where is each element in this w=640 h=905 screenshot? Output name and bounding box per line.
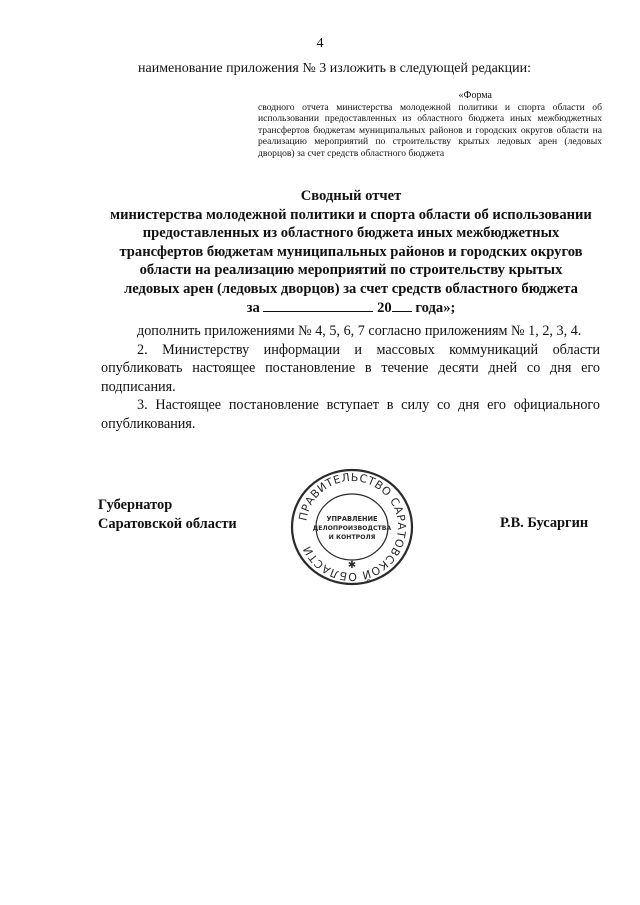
signatory-title-line: Губернатор xyxy=(98,497,173,513)
form-caption-head: «Форма xyxy=(458,90,492,101)
seal-star-icon: ✱ xyxy=(347,560,357,571)
report-title: Сводный отчет xyxy=(300,188,402,204)
signatory-title-line: Саратовской области xyxy=(98,516,237,532)
signatory-name: Р.В. Бусаргин xyxy=(500,515,589,531)
seal-center-line: ДЕЛОПРОИЗВОДСТВА xyxy=(312,525,392,532)
report-line: трансфертов бюджетам муниципальных районов и городских округов xyxy=(119,243,583,260)
seal-ring-text: ПРАВИТЕЛЬСТВО САРАТОВСКОЙ ОБЛАСТИ xyxy=(296,470,409,584)
report-date-line xyxy=(90,299,612,318)
page-number: 4 xyxy=(316,36,324,51)
date-year-prefix: 20 xyxy=(377,299,392,316)
date-suffix: года»; xyxy=(415,299,456,316)
official-seal xyxy=(288,466,416,588)
paragraph-publication: 2. Министерству информации и массовых коммуникаций области опубликовать настоящее постановление в течение десяти дней со дня его подписания. xyxy=(101,341,600,395)
report-line: области на реализацию мероприятий по строительству крытых xyxy=(139,262,563,279)
report-line: ледовых арен (ледовых дворцов) за счет средств областного бюджета xyxy=(124,280,578,297)
report-line: министерства молодежной политики и спорта области об использовании xyxy=(110,206,592,223)
report-line: предоставленных из областного бюджета иных межбюджетных xyxy=(142,225,560,242)
seal-center-line: УПРАВЛЕНИЕ xyxy=(326,515,378,523)
paragraph-appendices: дополнить приложениями № 4, 5, 6, 7 согласно приложениям № 1, 2, 3, 4. xyxy=(137,323,582,339)
seal-center-line: И КОНТРОЛЯ xyxy=(328,534,376,541)
form-caption xyxy=(258,90,602,160)
paragraph-effective: 3. Настоящее постановление вступает в силу со дня его официального опубликования. xyxy=(101,397,600,432)
date-blank xyxy=(263,299,373,312)
lead-line: наименование приложения № 3 изложить в следующей редакции: xyxy=(138,61,531,76)
body-text xyxy=(101,322,600,434)
report-heading xyxy=(90,187,612,317)
signatory-title xyxy=(98,496,237,534)
form-caption-text: сводного отчета министерства молодежной политики и спорта области об использовании предоставленных из областного бюджета иных межбюджетных трансфертов бюджетам муниципальных районов и городских округов области на реализацию мероприятий по строительству крытых ледовых арен (ледовых дворцов) за счет средств областного бюджета xyxy=(258,101,602,159)
date-prefix: за xyxy=(246,299,260,316)
year-blank xyxy=(392,299,412,312)
